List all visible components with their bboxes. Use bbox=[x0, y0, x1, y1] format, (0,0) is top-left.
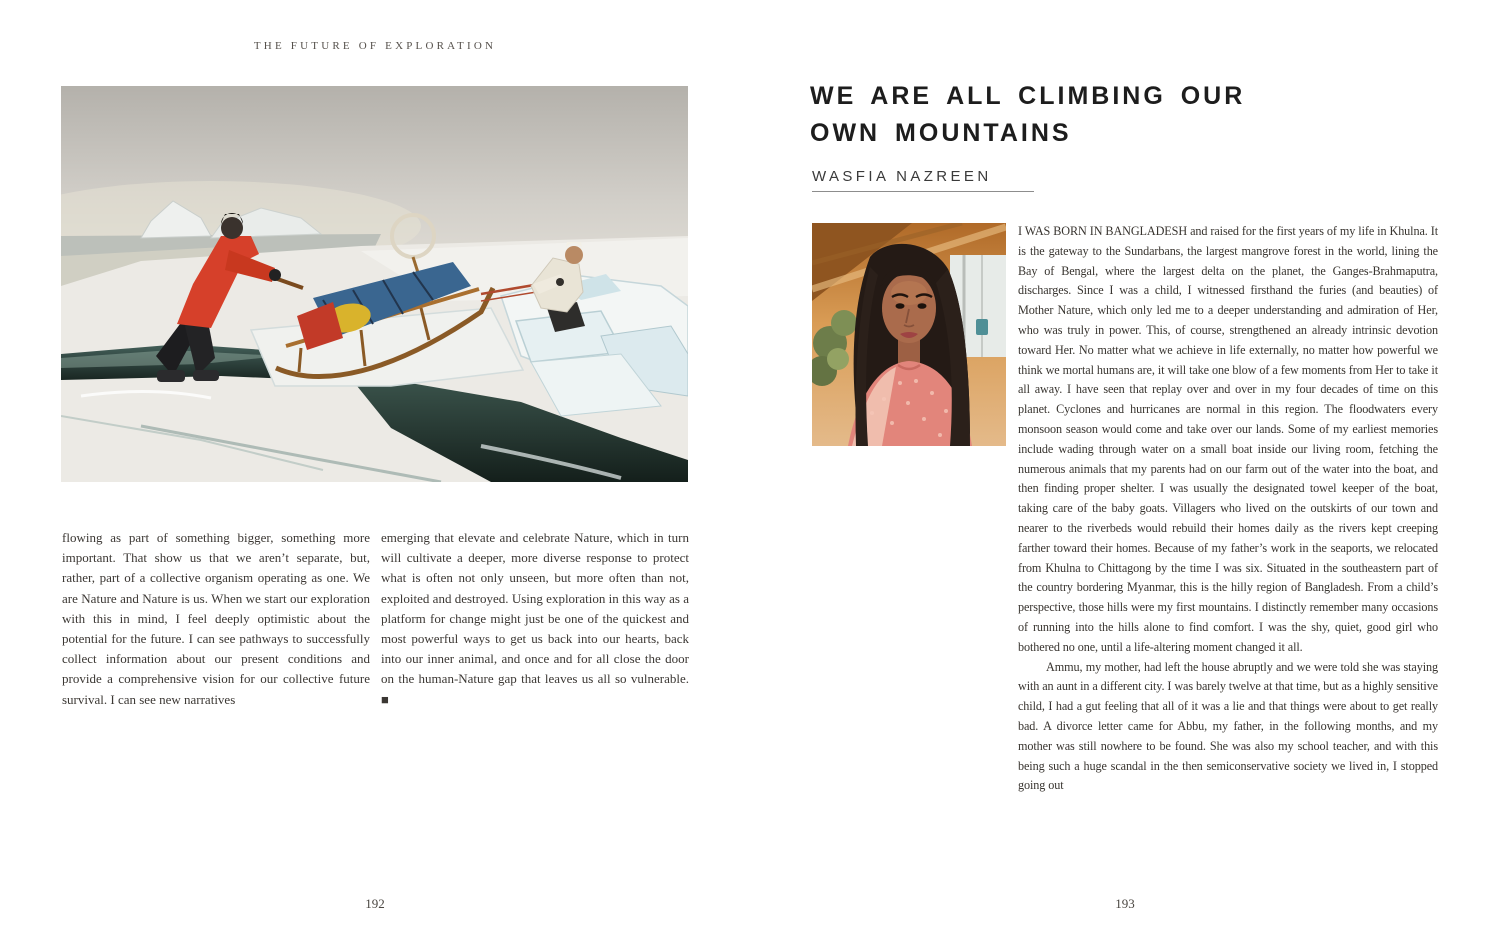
essay-paragraph-1: I WAS BORN IN BANGLADESH and raised for the first years of my life in Khulna. It is the gateway to the Sundarbans, the largest mangrove forest in the world, lining the Bay of Bengal, where the largest delta on the planet, the Ganges-Brahmaputra, discharges. Since I was a child, I witnessed firsthand the furies (and beauties) of Mother Nature, which only led me to a deeper understanding and admiration of Her, who was truly in power. This, of course, strengthened an already intrinsic devotion toward Her. No matter what we achieve in life externally, no matter how powerful we think we mortal humans are, it will take one blow of a few moments from Her to take it all away. I have seen that replay over and over in my four decades of time on this planet. Cyclones and hurricanes are normal in this region. The floodwaters every monsoon season would come and take over our lands. Some of my earliest memories include wading through water on a small boat inside our living room, fetching the numerous animals that my parents had on our farm out of the water into the boat, and then finding proper shelter. I was usually the designated towel keeper of the boat, taking care of the baby goats. Villagers who lived on the outskirts of our town and nearer to the riverbeds would rebuild their homes daily as the rivers kept creeping farther toward their homes. Because of my father’s work in the seaports, we relocated from Khulna to Chittagong by the time I was six. Situated in the southeastern part of the country bordering Myanmar, this is the hilly region of Bangladesh. From a child’s perspective, those hills were my first mountains. I distinctly remember many occasions of running into the hills alone to find comfort. I was the shy, quiet, good girl who bothered no one, until a life-altering moment changed it all. bbox=[1018, 224, 1438, 654]
portrait-illustration bbox=[812, 223, 1006, 446]
running-header: THE FUTURE OF EXPLORATION bbox=[253, 40, 497, 52]
byline-wrap bbox=[812, 168, 1034, 192]
teal-jar bbox=[976, 319, 988, 335]
essay-paragraph-2: Ammu, my mother, had left the house abruptly and we were told she was staying with an aunt in a different city. I was barely twelve at that time, but as a highly sensitive child, I had a gut feeling that all of it was a lie and that things were about to get really bad. A divorce letter came for Abbu, my father, in the following months, and my mother was still nowhere to be found. She was also my school teacher, and with this being such a huge scandal in the then semiconservative society we lived in, I stopped going out bbox=[1018, 659, 1438, 793]
boot-2 bbox=[193, 370, 219, 381]
eye-right bbox=[918, 303, 927, 309]
page-number-right: 193 bbox=[1115, 896, 1135, 911]
author-portrait-photo bbox=[812, 223, 1006, 446]
eye-left bbox=[896, 303, 905, 309]
page-number-left: 192 bbox=[365, 896, 385, 911]
glove bbox=[269, 269, 281, 281]
chapter-title bbox=[810, 78, 1310, 152]
column-2: emerging that elevate and celebrate Nature, which in turn will cultivate a deeper, more diverse response to protect what is often not only unseen, but more often than not, exploited and destroyed. Using exploration in this way as a platform for change might just be one of the quickest and most powerful ways to get us back into our hearts, back into our inner animal, and once and for all close the door on the human-Nature gap that leaves us all so vulnerable. ■ bbox=[381, 530, 689, 707]
chapter-title-line-1: WE ARE ALL CLIMBING OUR bbox=[810, 82, 1246, 110]
essay-body bbox=[1018, 222, 1438, 796]
column-1: flowing as part of something bigger, something more important. That show us that we aren’t separate, but, rather, part of a collective organism operating as one. We are Nature and Nature is us. When we start our exploration with this in mind, I feel deeply optimistic about the potential for the future. I can see pathways to successfully collect information about our present conditions and provide a comprehensive vision for our collective future survival. I can see new narratives bbox=[62, 530, 370, 707]
arctic-expedition-photo bbox=[61, 86, 688, 482]
forehead-highlight bbox=[891, 281, 927, 305]
face-cream-explorer bbox=[565, 246, 583, 264]
chapter-title-line-2: OWN MOUNTAINS bbox=[810, 119, 1072, 147]
boot bbox=[157, 370, 185, 382]
left-page-text-columns bbox=[62, 528, 689, 710]
head-red-explorer bbox=[221, 217, 243, 239]
arctic-photo-illustration bbox=[61, 86, 688, 482]
author-byline: WASFIA NAZREEN bbox=[812, 168, 1034, 192]
mitt bbox=[556, 278, 564, 286]
